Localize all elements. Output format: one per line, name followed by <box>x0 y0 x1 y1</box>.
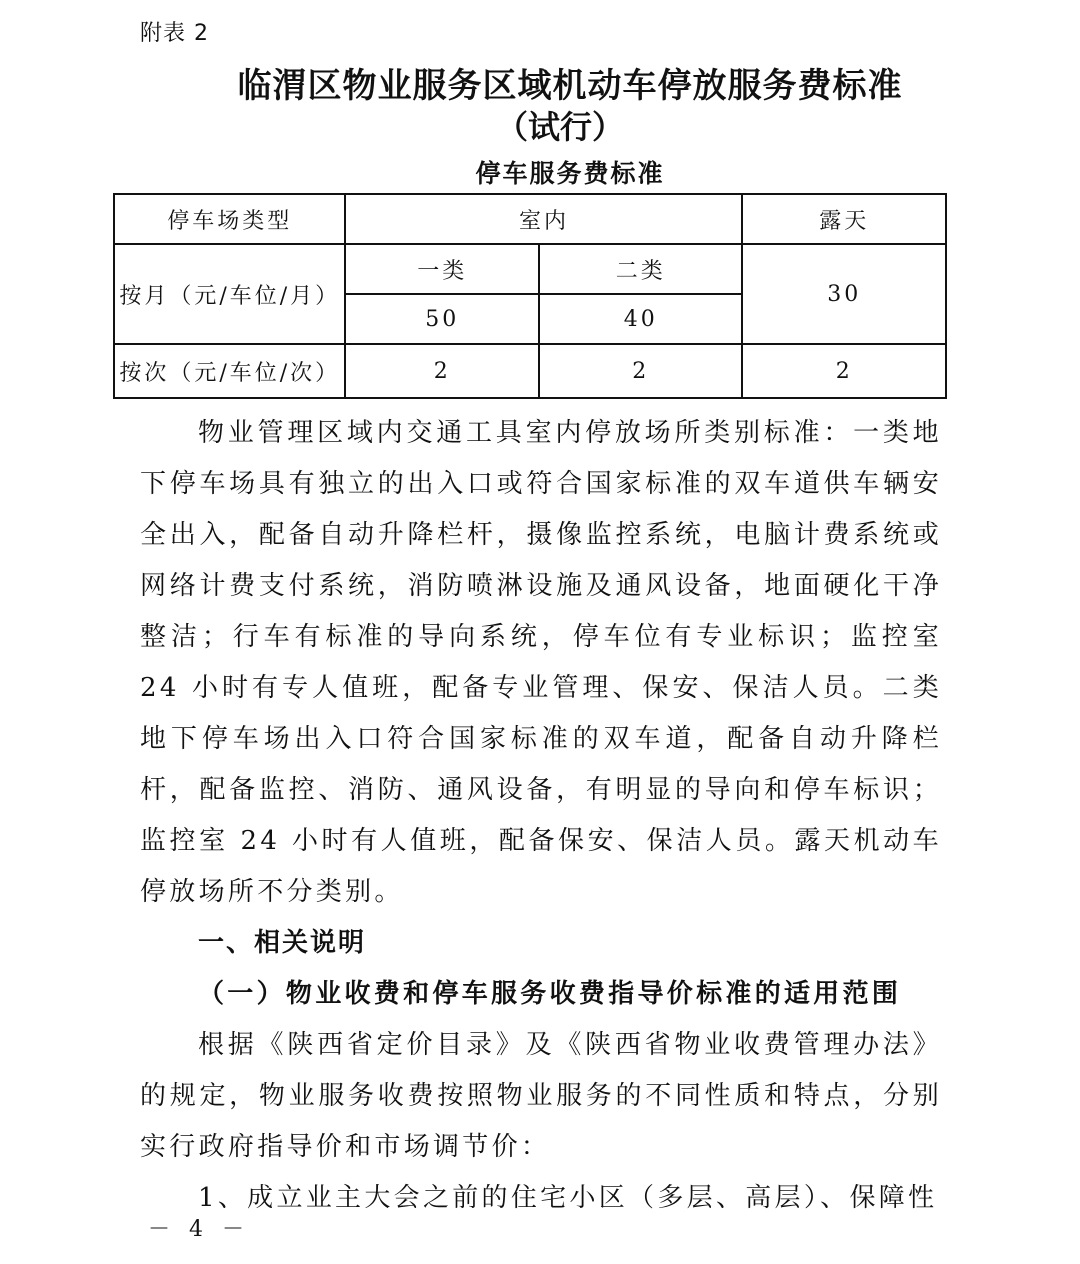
paragraph-pricing-basis: 根据《陕西省定价目录》及《陕西省物业收费管理办法》的规定，物业服务收费按照物业服务的不同性质和特点，分别实行政府指导价和市场调节价： <box>140 1030 942 1162</box>
table-row <box>114 194 946 244</box>
cell-monthly-class2: 40 <box>539 294 742 344</box>
cell-per-time-class2: 2 <box>539 344 742 398</box>
document-subtitle: （试行） <box>495 108 624 146</box>
cell-per-time-class1: 2 <box>345 344 539 398</box>
cell-monthly-outdoor: 30 <box>742 244 946 344</box>
header-cell-class2: 二类 <box>539 244 742 294</box>
paragraph-item-1: 1、成立业主大会之前的住宅小区（多层、高层）、保障性 <box>198 1183 938 1213</box>
cell-monthly-class1: 50 <box>345 294 539 344</box>
row-label-monthly: 按月（元/车位/月） <box>114 244 345 344</box>
table-row <box>114 244 946 294</box>
attachment-label: 附表 2 <box>140 21 209 46</box>
section-heading: 一、相关说明 <box>198 928 367 958</box>
page-number: － 4 － <box>148 1217 250 1242</box>
document-body <box>140 408 942 1224</box>
table-title: 停车服务费标准 <box>475 159 665 188</box>
header-cell-indoor: 室内 <box>345 194 742 244</box>
header-cell-class1: 一类 <box>345 244 539 294</box>
parking-fee-table <box>113 193 947 399</box>
header-cell-outdoor: 露天 <box>742 194 946 244</box>
document-title: 临渭区物业服务区域机动车停放服务费标准 <box>237 66 903 106</box>
cell-per-time-outdoor: 2 <box>742 344 946 398</box>
row-label-per-time: 按次（元/车位/次） <box>114 344 345 398</box>
subsection-heading: （一）物业收费和停车服务收费指导价标准的适用范围 <box>198 979 902 1009</box>
table-row <box>114 344 946 398</box>
paragraph-parking-classes: 物业管理区域内交通工具室内停放场所类别标准：一类地下停车场具有独立的出入口或符合国家标准的双车道供车辆安全出入，配备自动升降栏杆，摄像监控系统，电脑计费系统或网络计费支付系统，消防喷淋设施及通风设备，地面硬化干净整洁；行车有标准的导向系统，停车位有专业标识；监控室 24 小时有专人值班，配备专业管理、保安、保洁人员。二类地下停车场出入口符合国家标准的双车道，配备自动升降栏杆，配备监控、消防、通风设备，有明显的导向和停车标识；监控室 24 小时有人值班，配备保安、保洁人员。露天机动车停放场所不分类别。 <box>140 418 942 907</box>
header-cell-type: 停车场类型 <box>114 194 345 244</box>
